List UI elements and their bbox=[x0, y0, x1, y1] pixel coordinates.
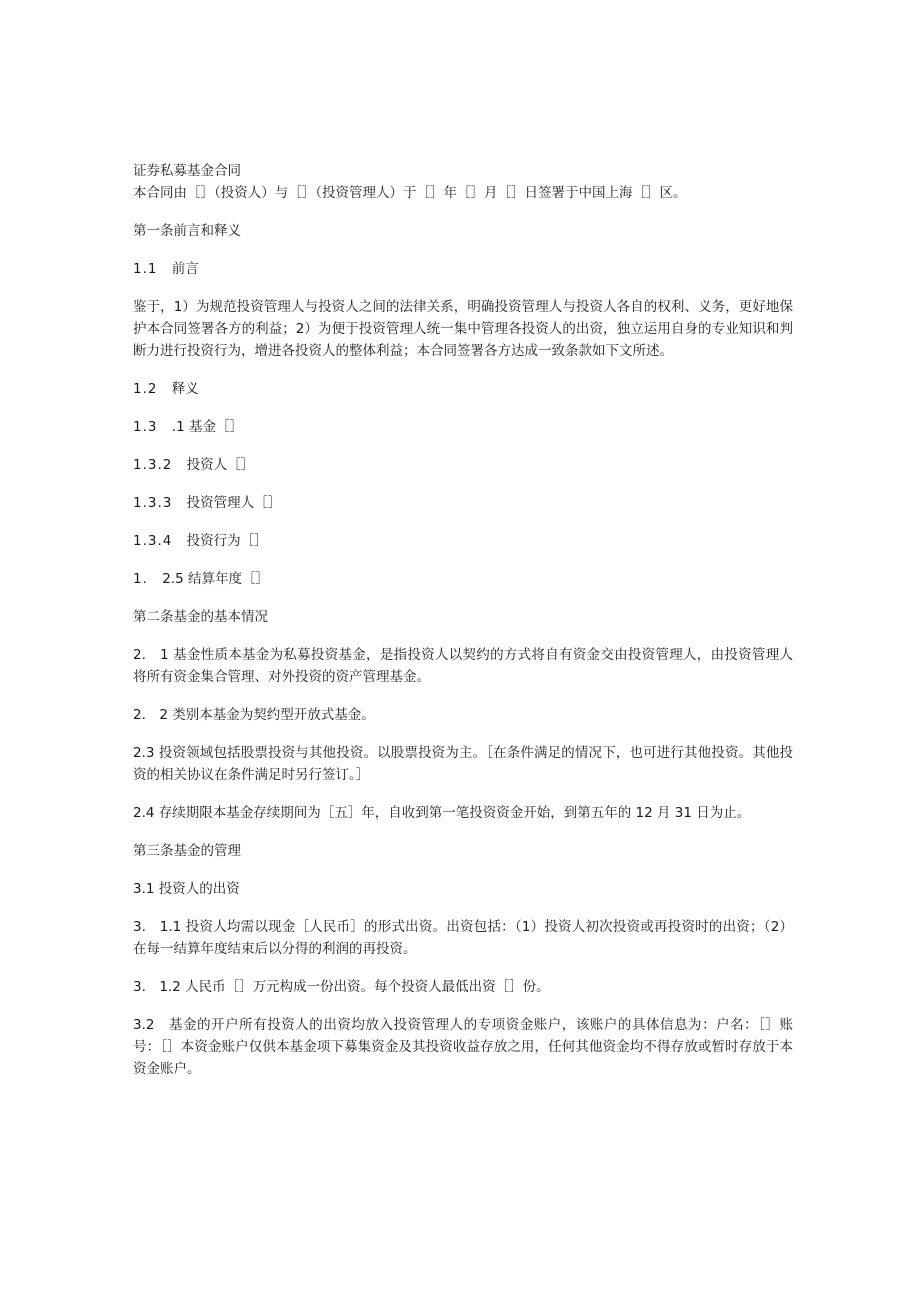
article-2-investment-scope: 2.3 投资领域包括股票投资与其他投资。以股票投资为主。［在条件满足的情况下，也可进行其他投资。其他投资的相关协议在条件满足时另行签订。］ bbox=[133, 745, 793, 783]
article-2-duration: 2.4 存续期限本基金存续期间为［五］年，自收到第一笔投资资金开始，到第五年的 12 月 31 日为止。 bbox=[133, 805, 751, 821]
definition-settlement-year bbox=[133, 568, 793, 590]
definition-text: .1 基金［］ bbox=[171, 419, 243, 435]
article-2-category: 2. 2 类别本基金为契约型开放式基金。 bbox=[133, 707, 375, 723]
article-3-heading: 第三条基金的管理 bbox=[133, 843, 241, 859]
definition-text: 投资管理人［］ bbox=[186, 495, 282, 511]
definition-text: 投资行为［］ bbox=[186, 533, 268, 549]
section-title: 前言 bbox=[171, 261, 199, 277]
section-number: 1.2 bbox=[133, 381, 158, 397]
section-1-1-heading bbox=[133, 258, 793, 280]
section-number: 1. bbox=[133, 571, 148, 587]
document-page bbox=[133, 160, 793, 1096]
section-number: 1.3.2 bbox=[133, 457, 173, 473]
article-2-fund-nature: 2. 1 基金性质本基金为私募投资基金，是指投资人以契约的方式将自有资金交由投资管理人，由投资管理人将所有资金集合管理、对外投资的资产管理基金。 bbox=[133, 647, 793, 685]
article-3-contribution-form: 3. 1.1 投资人均需以现金［人民币］的形式出资。出资包括：（1）投资人初次投资或再投资时的出资；（2）在每一结算年度结束后以分得的利润的再投资。 bbox=[133, 919, 793, 957]
section-3-1-heading: 3.1 投资人的出资 bbox=[133, 881, 240, 897]
document-title: 证券私募基金合同 bbox=[133, 163, 241, 179]
definition-manager bbox=[133, 492, 793, 514]
section-number: 1.1 bbox=[133, 261, 158, 277]
definition-text: 投资人［］ bbox=[186, 457, 255, 473]
section-title: 释义 bbox=[171, 381, 199, 397]
section-1-1-text: 鉴于，1）为规范投资管理人与投资人之间的法律关系，明确投资管理人与投资人各自的权利、义务，更好地保护本合同签署各方的利益；2）为便于投资管理人统一集中管理各投资人的出资，独立运用自身的专业知识和判断力进行投资行为，增进各投资人的整体利益；本合同签署各方达成一致条款如下文所述。 bbox=[133, 299, 793, 359]
section-number: 1.3.3 bbox=[133, 495, 173, 511]
section-number: 1.3.4 bbox=[133, 533, 173, 549]
article-1-heading: 第一条前言和释义 bbox=[133, 223, 241, 239]
intro-paragraph: 本合同由［］（投资人）与［］（投资管理人）于［］年［］月［］日签署于中国上海［］区。 bbox=[133, 185, 687, 201]
definition-text: 2.5 结算年度［］ bbox=[162, 571, 269, 587]
article-2-heading: 第二条基金的基本情况 bbox=[133, 609, 268, 625]
section-number: 1.3 bbox=[133, 419, 158, 435]
definition-fund bbox=[133, 416, 793, 438]
definition-investment-behavior bbox=[133, 530, 793, 552]
article-3-contribution-unit: 3. 1.2 人民币［］万元构成一份出资。每个投资人最低出资［］份。 bbox=[133, 979, 550, 995]
article-3-account: 3.2 基金的开户所有投资人的出资均放入投资管理人的专项资金账户，该账户的具体信息为：户名：［］账号：［］本资金账户仅供本基金项下募集资金及其投资收益存放之用，任何其他资金均不得存放或暂时存放于本资金账户。 bbox=[133, 1017, 793, 1077]
section-1-2-heading bbox=[133, 378, 793, 400]
definition-investor bbox=[133, 454, 793, 476]
